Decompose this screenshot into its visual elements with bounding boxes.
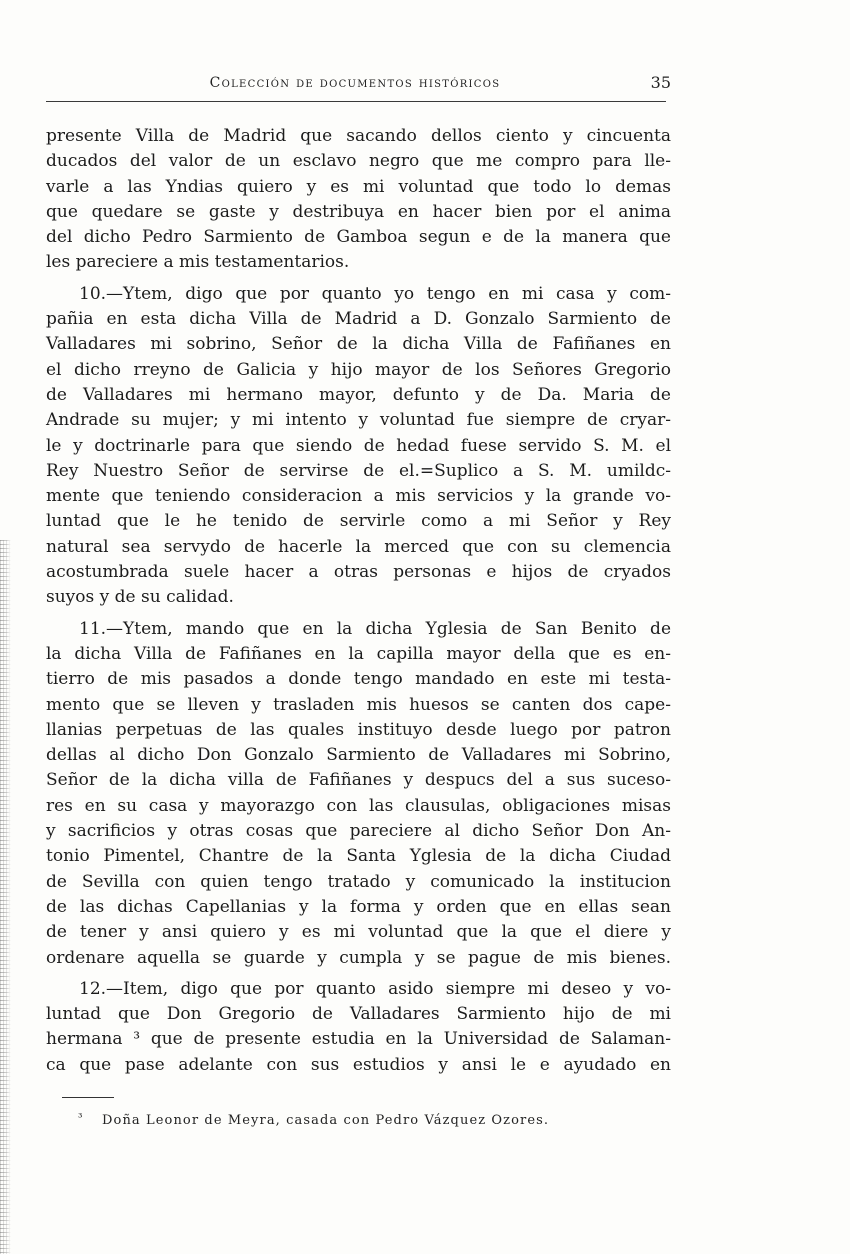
paragraph-item-11 — [46, 617, 671, 971]
text-line: 12.—Item, digo que por quanto asido siempre mi deseo y vo- — [79, 978, 671, 999]
text-line: tierro de mis pasados a donde tengo mandado en este mi testa- — [46, 669, 671, 690]
text-line: pañia en esta dicha Villa de Madrid a D. Gonzalo Sarmiento de — [46, 309, 671, 330]
footnote — [78, 1108, 638, 1131]
text-line: presente Villa de Madrid que sacando dellos ciento y cincuenta — [46, 126, 671, 146]
text-line: tonio Pimentel, Chantre de la Santa Yglesia de la dicha Ciudad — [46, 846, 671, 867]
footnote-rule — [62, 1097, 114, 1098]
text-line: que quedare se gaste y destribuya en hacer bien por el anima — [46, 201, 671, 222]
text-line: mente que teniendo consideracion a mis servicios y la grande vo- — [46, 486, 671, 507]
text-line: 10.—Ytem, digo que por quanto yo tengo en mi casa y com- — [79, 283, 671, 304]
text-line: le y doctrinarle para que siendo de hedad fuese servido S. M. el — [46, 435, 671, 456]
scan-edge-shadow — [0, 540, 11, 1254]
text-line: dellas al dicho Don Gonzalo Sarmiento de Valladares mi Sobrino, — [46, 745, 671, 766]
text-line: acostumbrada suele hacer a otras personas e hijos de cryados — [46, 562, 671, 583]
text-line: Andrade su mujer; y mi intento y voluntad fue siempre de cryar- — [46, 410, 671, 431]
text-line: les pareciere a mis testamentarios. — [46, 252, 350, 273]
page-number: 35 — [650, 73, 671, 92]
text-line: de Valladares mi hermano mayor, defunto y de Da. Maria de — [46, 384, 671, 405]
footnote-text: Doña Leonor de Meyra, casada con Pedro Vázquez Ozores. — [102, 1113, 550, 1128]
text-line: de las dichas Capellanias y la forma y orden que en ellas sean — [46, 896, 671, 917]
text-line: Señor de la dicha villa de Fafiñanes y despucs del a sus suceso- — [46, 770, 671, 791]
text-line: llanias perpetuas de las quales instituyo desde luego por patron — [46, 719, 671, 740]
text-line: del dicho Pedro Sarmiento de Gamboa segun e de la manera que — [46, 227, 671, 248]
text-line: suyos y de su calidad. — [46, 587, 234, 608]
text-line: mento que se lleven y trasladen mis huesos se canten dos cape- — [46, 694, 671, 715]
text-line: ducados del valor de un esclavo negro que me compro para lle- — [46, 151, 671, 172]
text-line: ordenare aquella se guarde y cumpla y se pague de mis bienes. — [46, 947, 671, 968]
text-line: la dicha Villa de Fafiñanes en la capilla mayor della que es en- — [46, 643, 671, 664]
text-line: luntad que Don Gregorio de Valladares Sarmiento hijo de mi — [46, 1004, 671, 1025]
text-line: ca que pase adelante con sus estudios y ansi le e ayudado en — [46, 1054, 671, 1075]
text-line: luntad que le he tenido de servirle como a mi Señor y Rey — [46, 511, 671, 532]
text-line: de tener y ansi quiero y es mi voluntad que la que el diere y — [46, 922, 671, 943]
text-line: Valladares mi sobrino, Señor de la dicha Villa de Fafiñanes en — [46, 334, 671, 355]
running-header-title: Colección de documentos históricos — [209, 75, 501, 91]
text-line: varle a las Yndias quiero y es mi voluntad que todo lo demas — [46, 176, 671, 197]
text-line: el dicho rreyno de Galicia y hijo mayor de los Señores Gregorio — [46, 359, 671, 380]
footnote-marker: ³ — [78, 1111, 84, 1124]
text-line: y sacrificios y otras cosas que pareciere al dicho Señor Don An- — [46, 821, 671, 842]
text-line: 11.—Ytem, mando que en la dicha Yglesia de San Benito de — [79, 618, 671, 639]
paragraph-continuation — [46, 124, 671, 276]
text-line: de Sevilla con quien tengo tratado y comunicado la institucion — [46, 871, 671, 892]
body-text — [46, 124, 671, 1078]
paragraph-item-12 — [46, 977, 671, 1078]
text-line: natural sea servydo de hacerle la merced que con su clemencia — [46, 536, 671, 557]
header-rule — [46, 101, 666, 102]
text-line: hermana ³ que de presente estudia en la Universidad de Salaman- — [46, 1029, 671, 1050]
paragraph-item-10 — [46, 282, 671, 611]
text-line: res en su casa y mayorazgo con las clausulas, obligaciones misas — [46, 795, 671, 816]
text-line: Rey Nuestro Señor de servirse de el.=Suplico a S. M. umildc- — [46, 460, 671, 481]
